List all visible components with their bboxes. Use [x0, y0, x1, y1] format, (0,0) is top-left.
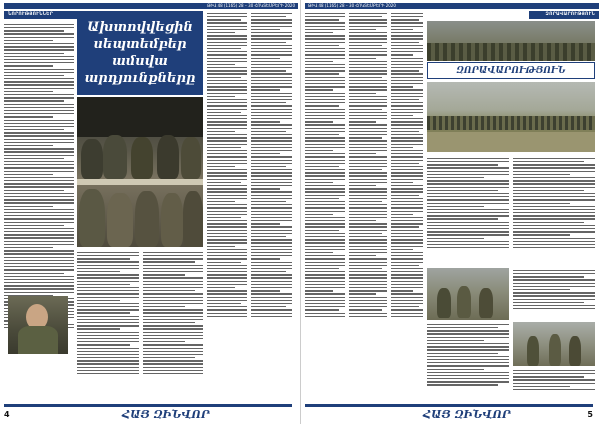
right-footer	[305, 401, 593, 421]
right-column-8	[513, 368, 595, 398]
right-newspaper-logo: ՀԱՅ ԶԻՆՎՈՐ	[423, 408, 511, 421]
left-footer-bar	[4, 404, 292, 407]
left-header-strip: ԹԻՎ 48 (1165) 28 – 30 ՀՈԿՏԵՄԲԵՐԻ 2020	[4, 3, 298, 9]
right-footer-bar	[305, 404, 593, 407]
soldiers-photo-bottom	[513, 322, 595, 366]
right-column-2	[349, 11, 387, 397]
left-newspaper-logo: ՀԱՅ ԶԻՆՎՈՐ	[122, 408, 210, 421]
right-column-6	[513, 268, 595, 320]
right-article-title: ԶՈՐԱՎԱՐՈՒԹՅՈՒՆ	[427, 62, 595, 79]
left-footer	[4, 401, 292, 421]
left-column-3	[143, 250, 203, 398]
right-page-number: 5	[587, 410, 593, 419]
meeting-photo	[77, 97, 203, 247]
left-section-label: ՆՈՐՈՒԹՅՈՒՆՆԵՐ	[4, 11, 80, 19]
right-column-7	[427, 322, 509, 398]
right-section-label: ԶՈՐԱՎԱՐՈՒԹՅՈՒՆ	[529, 11, 599, 19]
troops-photo-top	[427, 21, 595, 61]
soldier-portrait-photo	[8, 296, 68, 354]
left-column-2	[77, 250, 139, 398]
right-header-strip: ԹԻՎ 48 (1165) 28 – 30 ՀՈԿՏԵՄԲԵՐԻ 2020	[305, 3, 599, 9]
right-column-3	[391, 11, 423, 397]
left-column-5	[251, 11, 292, 397]
soldiers-photo-lower	[427, 268, 509, 320]
right-page	[300, 0, 600, 424]
troops-photo-main	[427, 82, 595, 152]
left-headline: Ախտովվեցին սեպտեմբեր ամսվա արդյունքները	[77, 11, 203, 95]
right-column-5	[513, 156, 595, 266]
left-column-4	[207, 11, 247, 397]
right-column-1	[305, 11, 345, 397]
left-page-number: 4	[4, 410, 10, 419]
right-column-4	[427, 156, 509, 266]
